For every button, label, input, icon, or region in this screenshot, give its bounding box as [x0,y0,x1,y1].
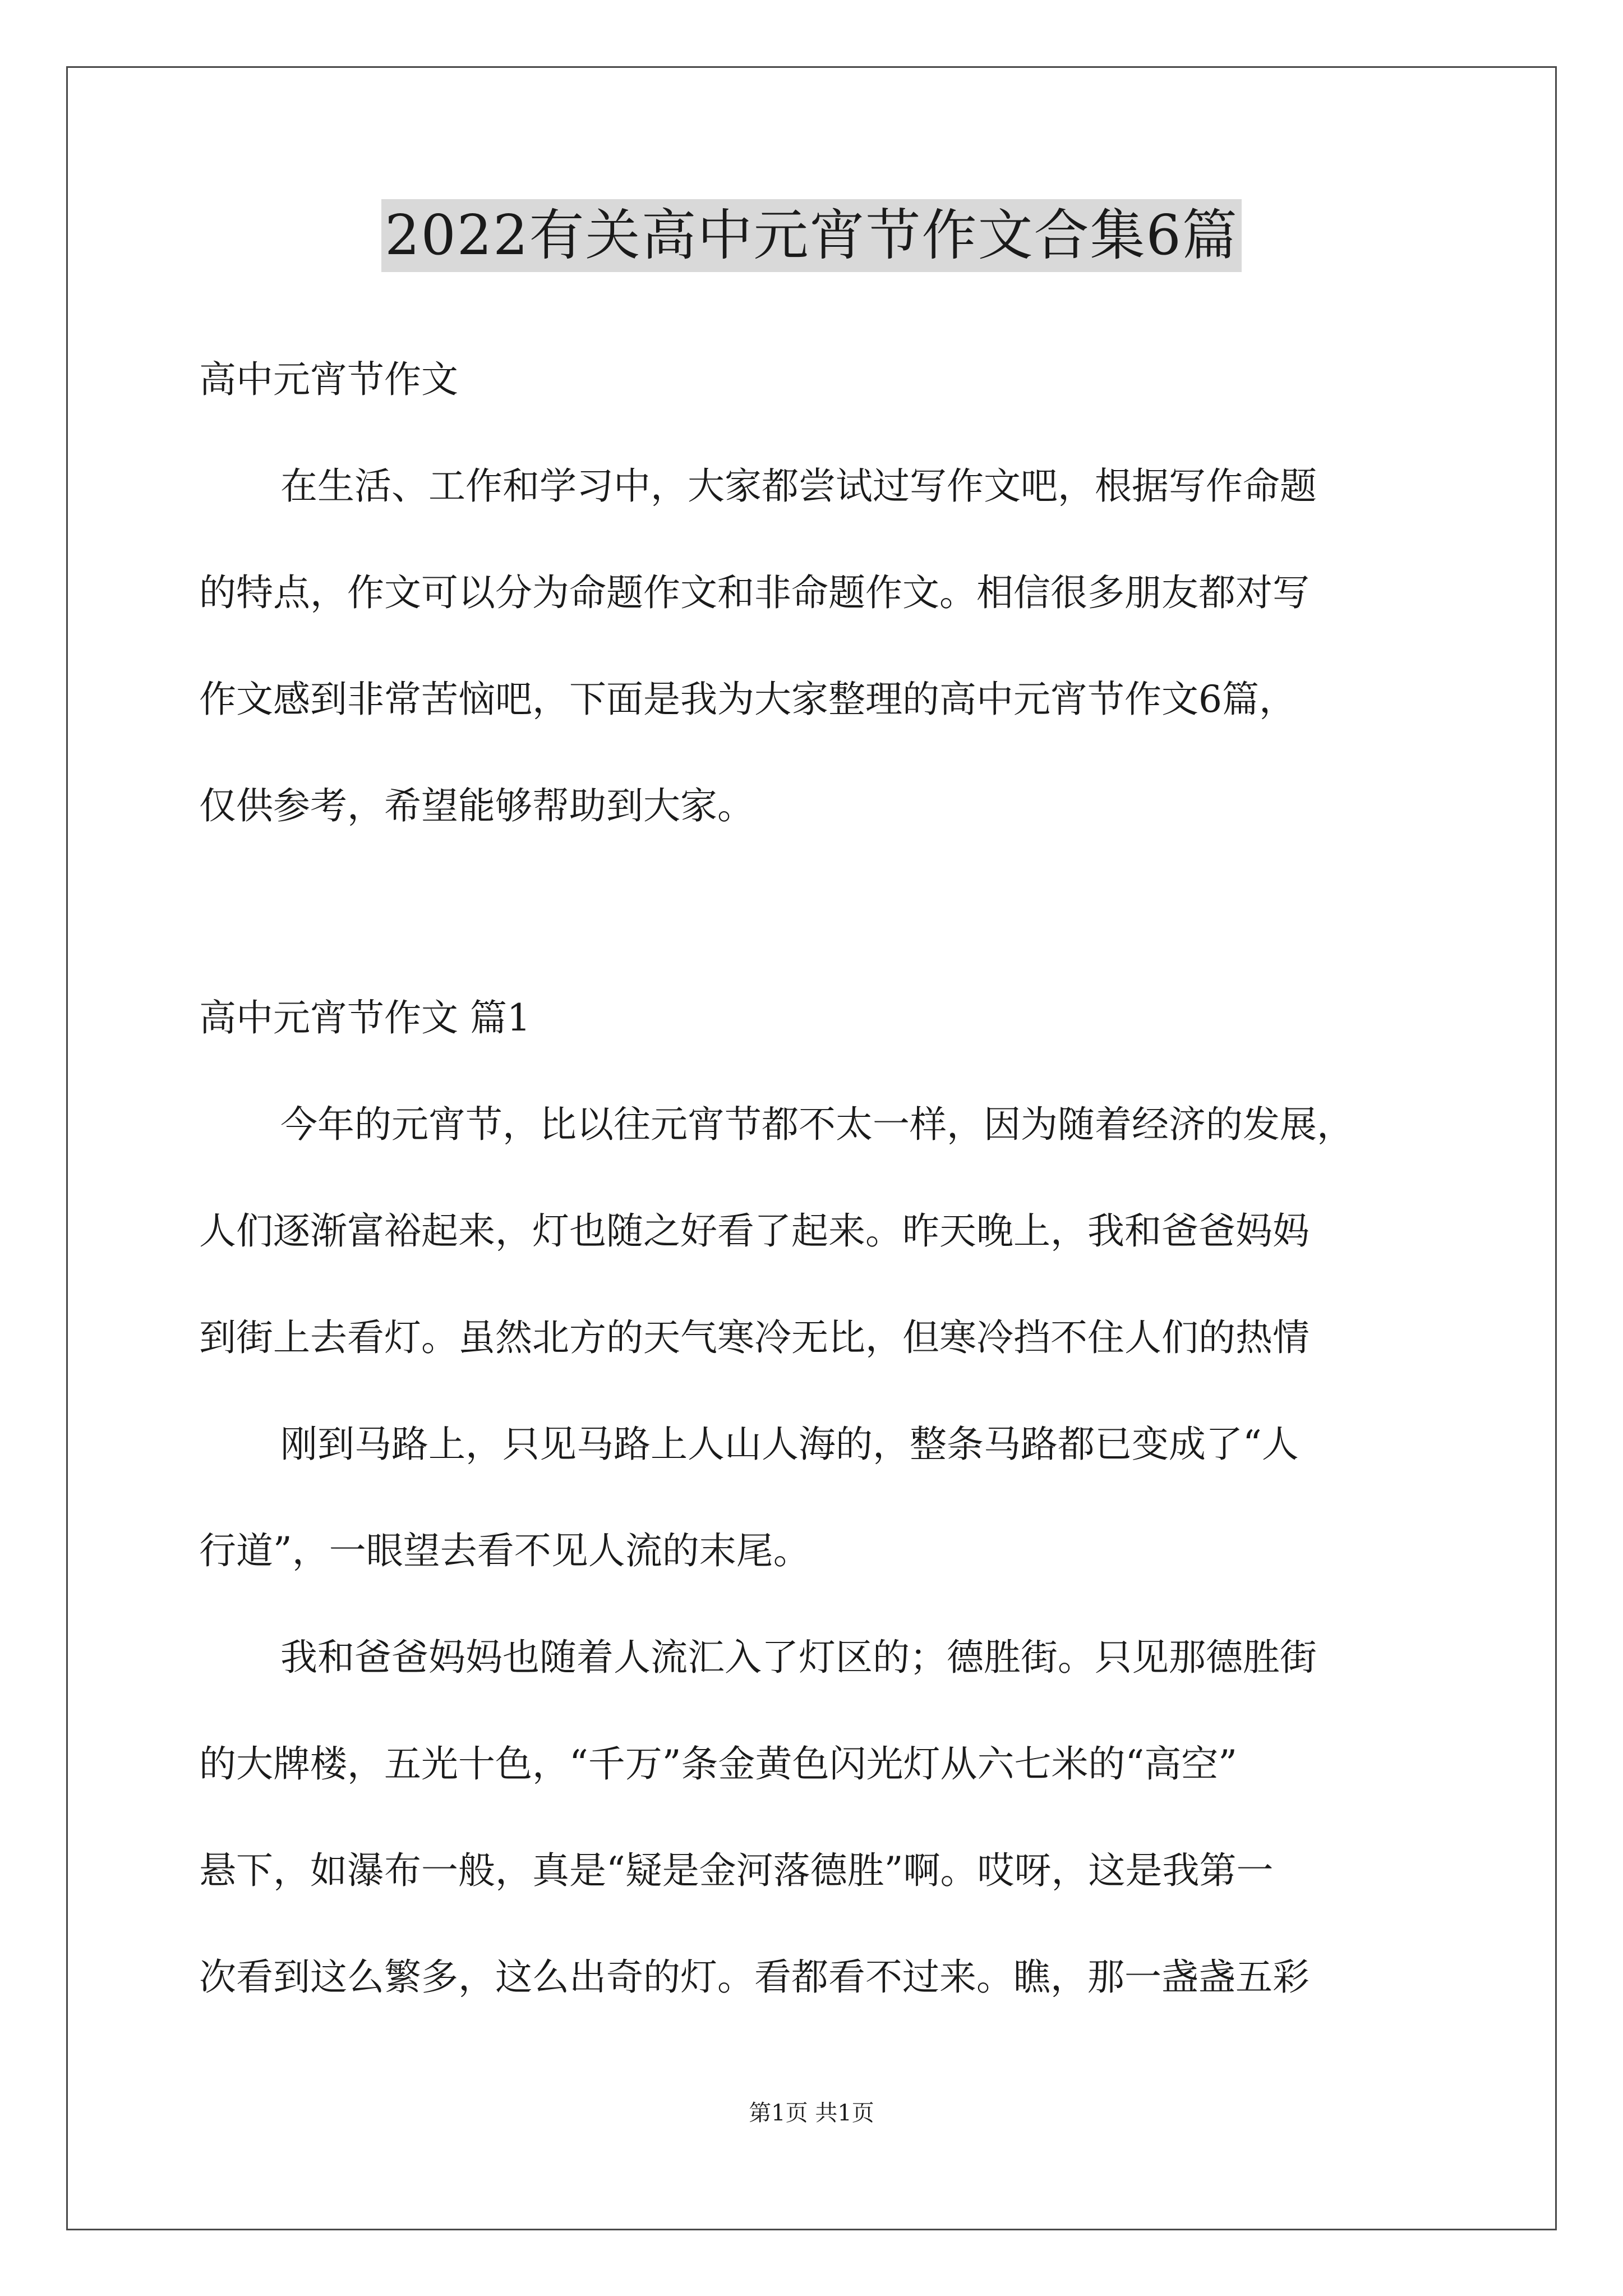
paragraph-line: 作文感到非常苦恼吧，下面是我为大家整理的高中元宵节作文6篇， [199,678,1296,721]
paragraph-line: 今年的元宵节，比以往元宵节都不太一样，因为随着经济的发展， [280,1103,1354,1146]
paragraph-line: 刚到马路上，只见马路上人山人海的，整条马路都已变成了“人 [280,1423,1299,1466]
paragraph-line: 行道”，一眼望去看不见人流的末尾。 [199,1529,810,1572]
title-wrap [0,199,1623,272]
paragraph-line: 人们逐渐富裕起来，灯也随之好看了起来。昨天晚上，我和爸爸妈妈 [199,1209,1310,1253]
document-title: 2022有关高中元宵节作文合集6篇 [381,199,1242,272]
section-heading: 高中元宵节作文 [199,358,458,401]
paragraph-line: 的特点，作文可以分为命题作文和非命题作文。相信很多朋友都对写 [199,571,1310,614]
paragraph-line: 仅供参考，希望能够帮助到大家。 [199,784,754,827]
page-footer: 第1页 共1页 [749,2100,874,2126]
paragraph-line: 在生活、工作和学习中，大家都尝试过写作文吧，根据写作命题 [280,464,1317,508]
paragraph-line: 悬下，如瀑布一般，真是“疑是金河落德胜”啊。哎呀，这是我第一 [199,1849,1274,1892]
paragraph-line: 的大牌楼，五光十色，“千万”条金黄色闪光灯从六七米的“高空” [199,1742,1237,1786]
section-heading: 高中元宵节作文 篇1 [199,996,531,1039]
paragraph-line: 到街上去看灯。虽然北方的天气寒冷无比，但寒冷挡不住人们的热情 [199,1316,1310,1359]
paragraph-line: 我和爸爸妈妈也随着人流汇入了灯区的；德胜街。只见那德胜街 [280,1636,1317,1679]
paragraph-line: 次看到这么繁多，这么出奇的灯。看都看不过来。瞧，那一盏盏五彩 [199,1955,1310,1999]
